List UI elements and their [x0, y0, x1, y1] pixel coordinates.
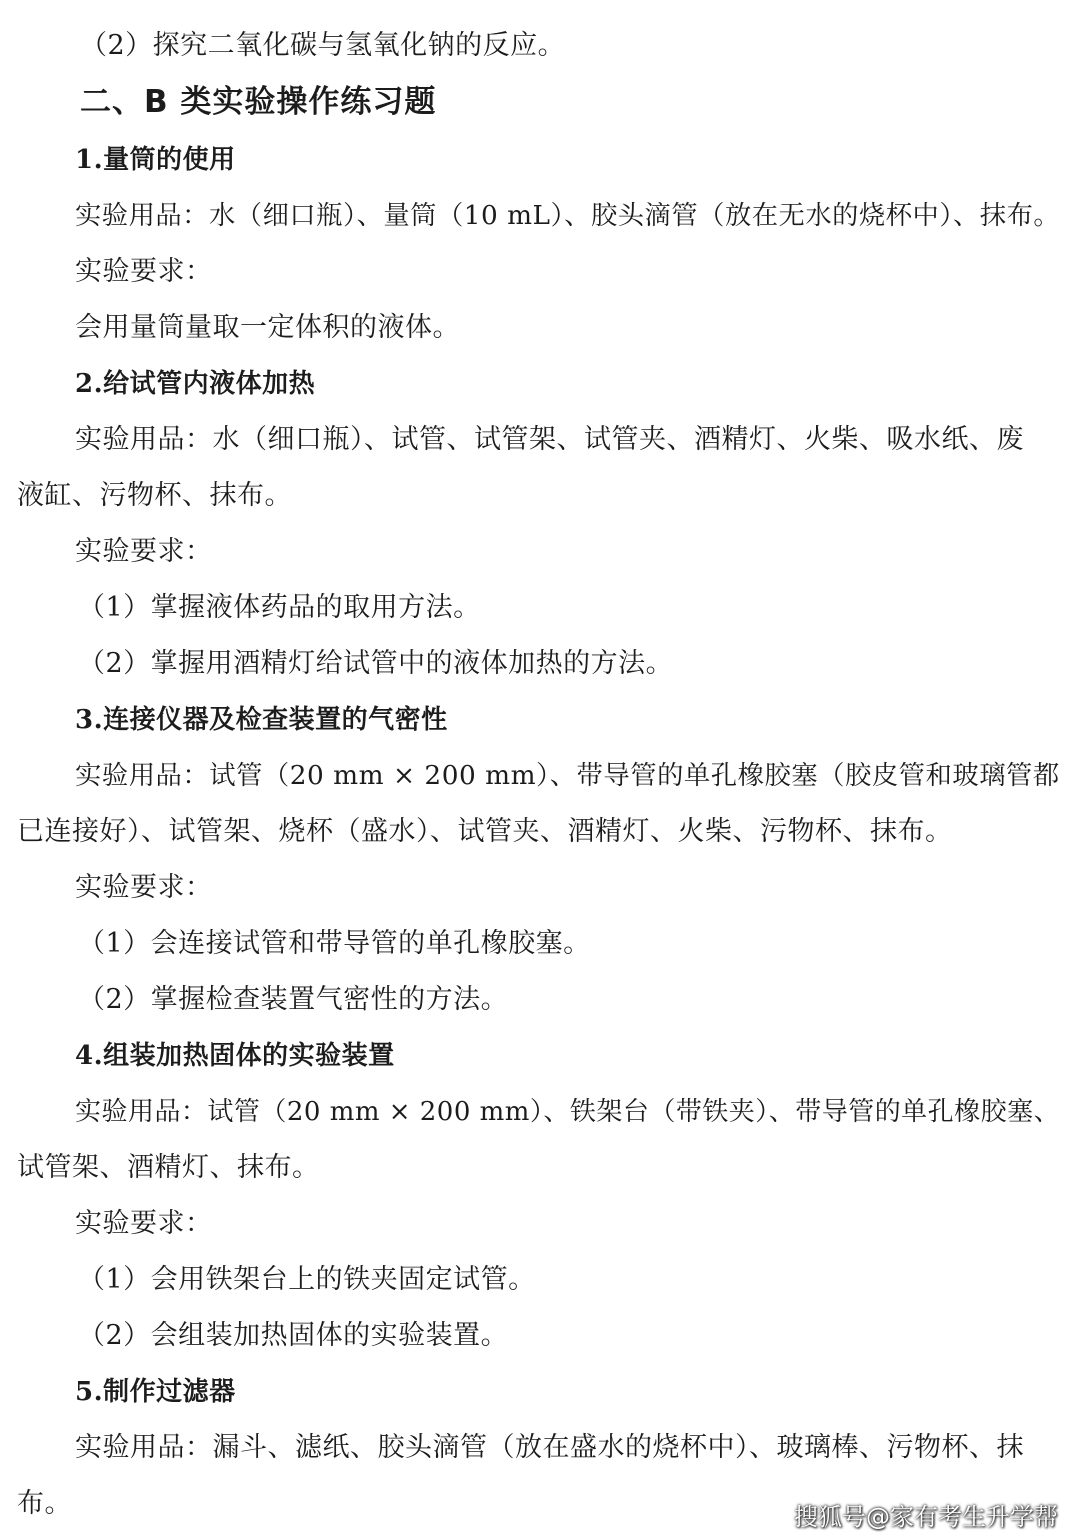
text-line: （2）会组装加热固体的实验装置。	[78, 1320, 509, 1351]
text-line: （2）掌握用酒精灯给试管中的液体加热的方法。	[78, 648, 674, 679]
text-line: 实验用品：水（细口瓶）、试管、试管架、试管夹、酒精灯、火柴、吸水纸、废	[75, 424, 1024, 455]
text-line: 实验要求：	[75, 536, 213, 567]
item-heading: 4.组装加热固体的实验装置	[75, 1041, 395, 1071]
watermark: 搜狐号@家有考生升学帮	[794, 1503, 1058, 1531]
item-heading: 3.连接仪器及检查装置的气密性	[75, 705, 448, 735]
text-line: 液缸、污物杯、抹布。	[17, 480, 292, 511]
section-heading: 二、B 类实验操作练习题	[80, 84, 437, 120]
text-line: （1）掌握液体药品的取用方法。	[78, 592, 481, 623]
text-line: 实验要求：	[75, 872, 213, 903]
text-line: （1）会连接试管和带导管的单孔橡胶塞。	[78, 928, 591, 959]
item-heading: 1.量筒的使用	[75, 145, 236, 175]
text-line: 会用量筒量取一定体积的液体。	[75, 312, 460, 343]
text-line: 实验用品：水（细口瓶）、量筒（10 mL）、胶头滴管（放在无水的烧杯中）、抹布。	[75, 201, 1061, 231]
text-line: 实验要求：	[75, 1208, 213, 1239]
text-line: 已连接好）、试管架、烧杯（盛水）、试管夹、酒精灯、火柴、污物杯、抹布。	[17, 816, 953, 847]
text-line: 实验要求：	[75, 256, 213, 287]
text-line: 试管架、酒精灯、抹布。	[17, 1152, 320, 1183]
text-line: （2）探究二氧化碳与氢氧化钠的反应。	[80, 30, 566, 61]
text-line: （2）掌握检查装置气密性的方法。	[78, 984, 509, 1015]
text-line: 实验用品：漏斗、滤纸、胶头滴管（放在盛水的烧杯中）、玻璃棒、污物杯、抹	[75, 1432, 1024, 1463]
text-line: 实验用品：试管（20 mm × 200 mm）、带导管的单孔橡胶塞（胶皮管和玻璃管都	[75, 761, 1060, 791]
text-line: 布。	[17, 1488, 72, 1519]
text-line: 实验用品：试管（20 mm × 200 mm）、铁架台（带铁夹）、带导管的单孔橡胶塞、	[75, 1097, 1061, 1127]
text-line: （1）会用铁架台上的铁夹固定试管。	[78, 1264, 536, 1295]
item-heading: 5.制作过滤器	[75, 1377, 236, 1407]
item-heading: 2.给试管内液体加热	[75, 369, 316, 399]
